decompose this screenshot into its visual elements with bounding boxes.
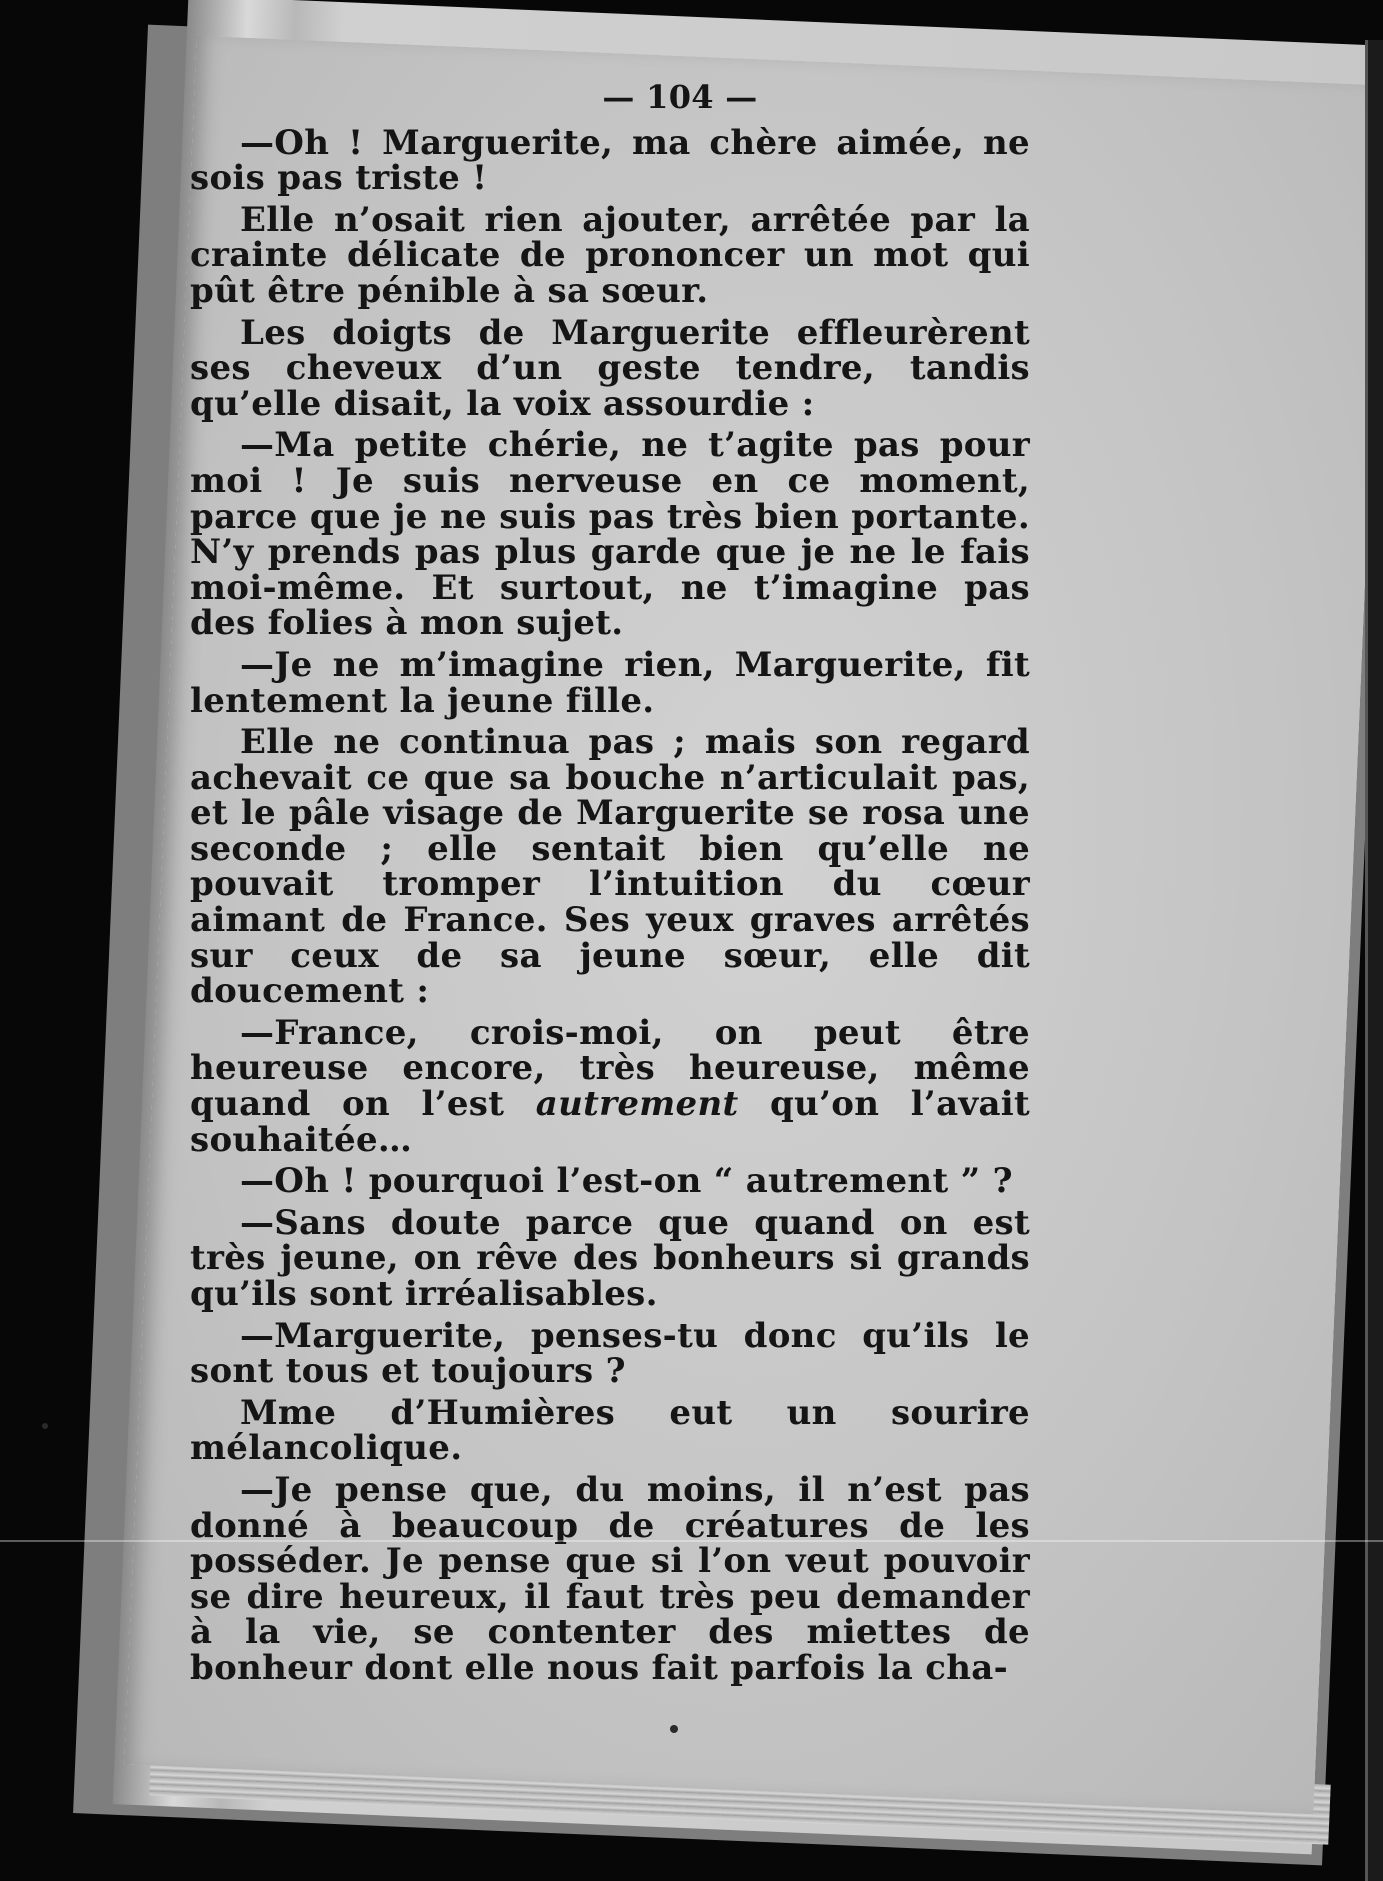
binding-shadow: [1365, 40, 1383, 1881]
scan-artifact-line: [0, 1540, 1383, 1542]
paragraph-text: —France, crois-moi, on peut être heureuse encore, très heureuse, même quand on l’est: [190, 1012, 1030, 1125]
ink-speck: [42, 1423, 48, 1429]
emphasized-word: autrement: [535, 1084, 739, 1125]
paragraph: —Marguerite, penses-tu donc qu’ils le sont tous et toujours ?: [190, 1315, 1030, 1392]
paragraph: Les doigts de Marguerite effleurèrent ses cheveux d’un geste tendre, tandis qu’elle disait, la voix assourdie :: [190, 312, 1030, 424]
paragraph: Mme d’Humières eut un sourire mélancolique.: [190, 1392, 1030, 1469]
page-text: [190, 80, 1030, 1693]
paragraph: —Ma petite chérie, ne t’agite pas pour moi ! Je suis nerveuse en ce moment, parce que je ne suis pas très bien portante. N’y prends pas plus garde que je ne le fais moi-même. Et surtout, ne t’imagine pas des folies à mon sujet.: [190, 425, 1030, 644]
ink-speck: [670, 1725, 678, 1733]
paragraph: —Oh ! Marguerite, ma chère aimée, ne sois pas triste !: [190, 122, 1030, 199]
paragraph: Elle n’osait rien ajouter, arrêtée par la crainte délicate de prononcer un mot qui pût être pénible à sa sœur.: [190, 199, 1030, 311]
paragraph: —Je pense que, du moins, il n’est pas donné à beaucoup de créatures de les posséder. Je pense que si l’on veut pouvoir se dire heureux, il faut très peu demander à la vie, se contenter des miettes de bonheur dont elle nous fait parfois la cha-: [190, 1469, 1030, 1688]
paragraph: —Sans doute parce que quand on est très jeune, on rêve des bonheurs si grands qu’ils sont irréalisables.: [190, 1202, 1030, 1314]
paragraph: —Je ne m’imagine rien, Marguerite, fit lentement la jeune fille.: [190, 644, 1030, 721]
paragraph: —Oh ! pourquoi l’est-on “ autrement ” ?: [240, 1161, 1013, 1202]
paragraph-text: qu’on l’avait souhaitée…: [190, 1084, 1031, 1160]
paragraph: [190, 1012, 1031, 1160]
page-number: — 104 —: [602, 78, 758, 116]
paragraph: Elle ne continua pas ; mais son regard achevait ce que sa bouche n’articulait pas, et le pâle visage de Marguerite se rosa une seconde ; elle sentait bien qu’elle ne pouvait tromper l’intuition du cœur aimant de France. Ses yeux graves arrêtés sur ceux de sa jeune sœur, elle dit doucement :: [190, 722, 1030, 1012]
